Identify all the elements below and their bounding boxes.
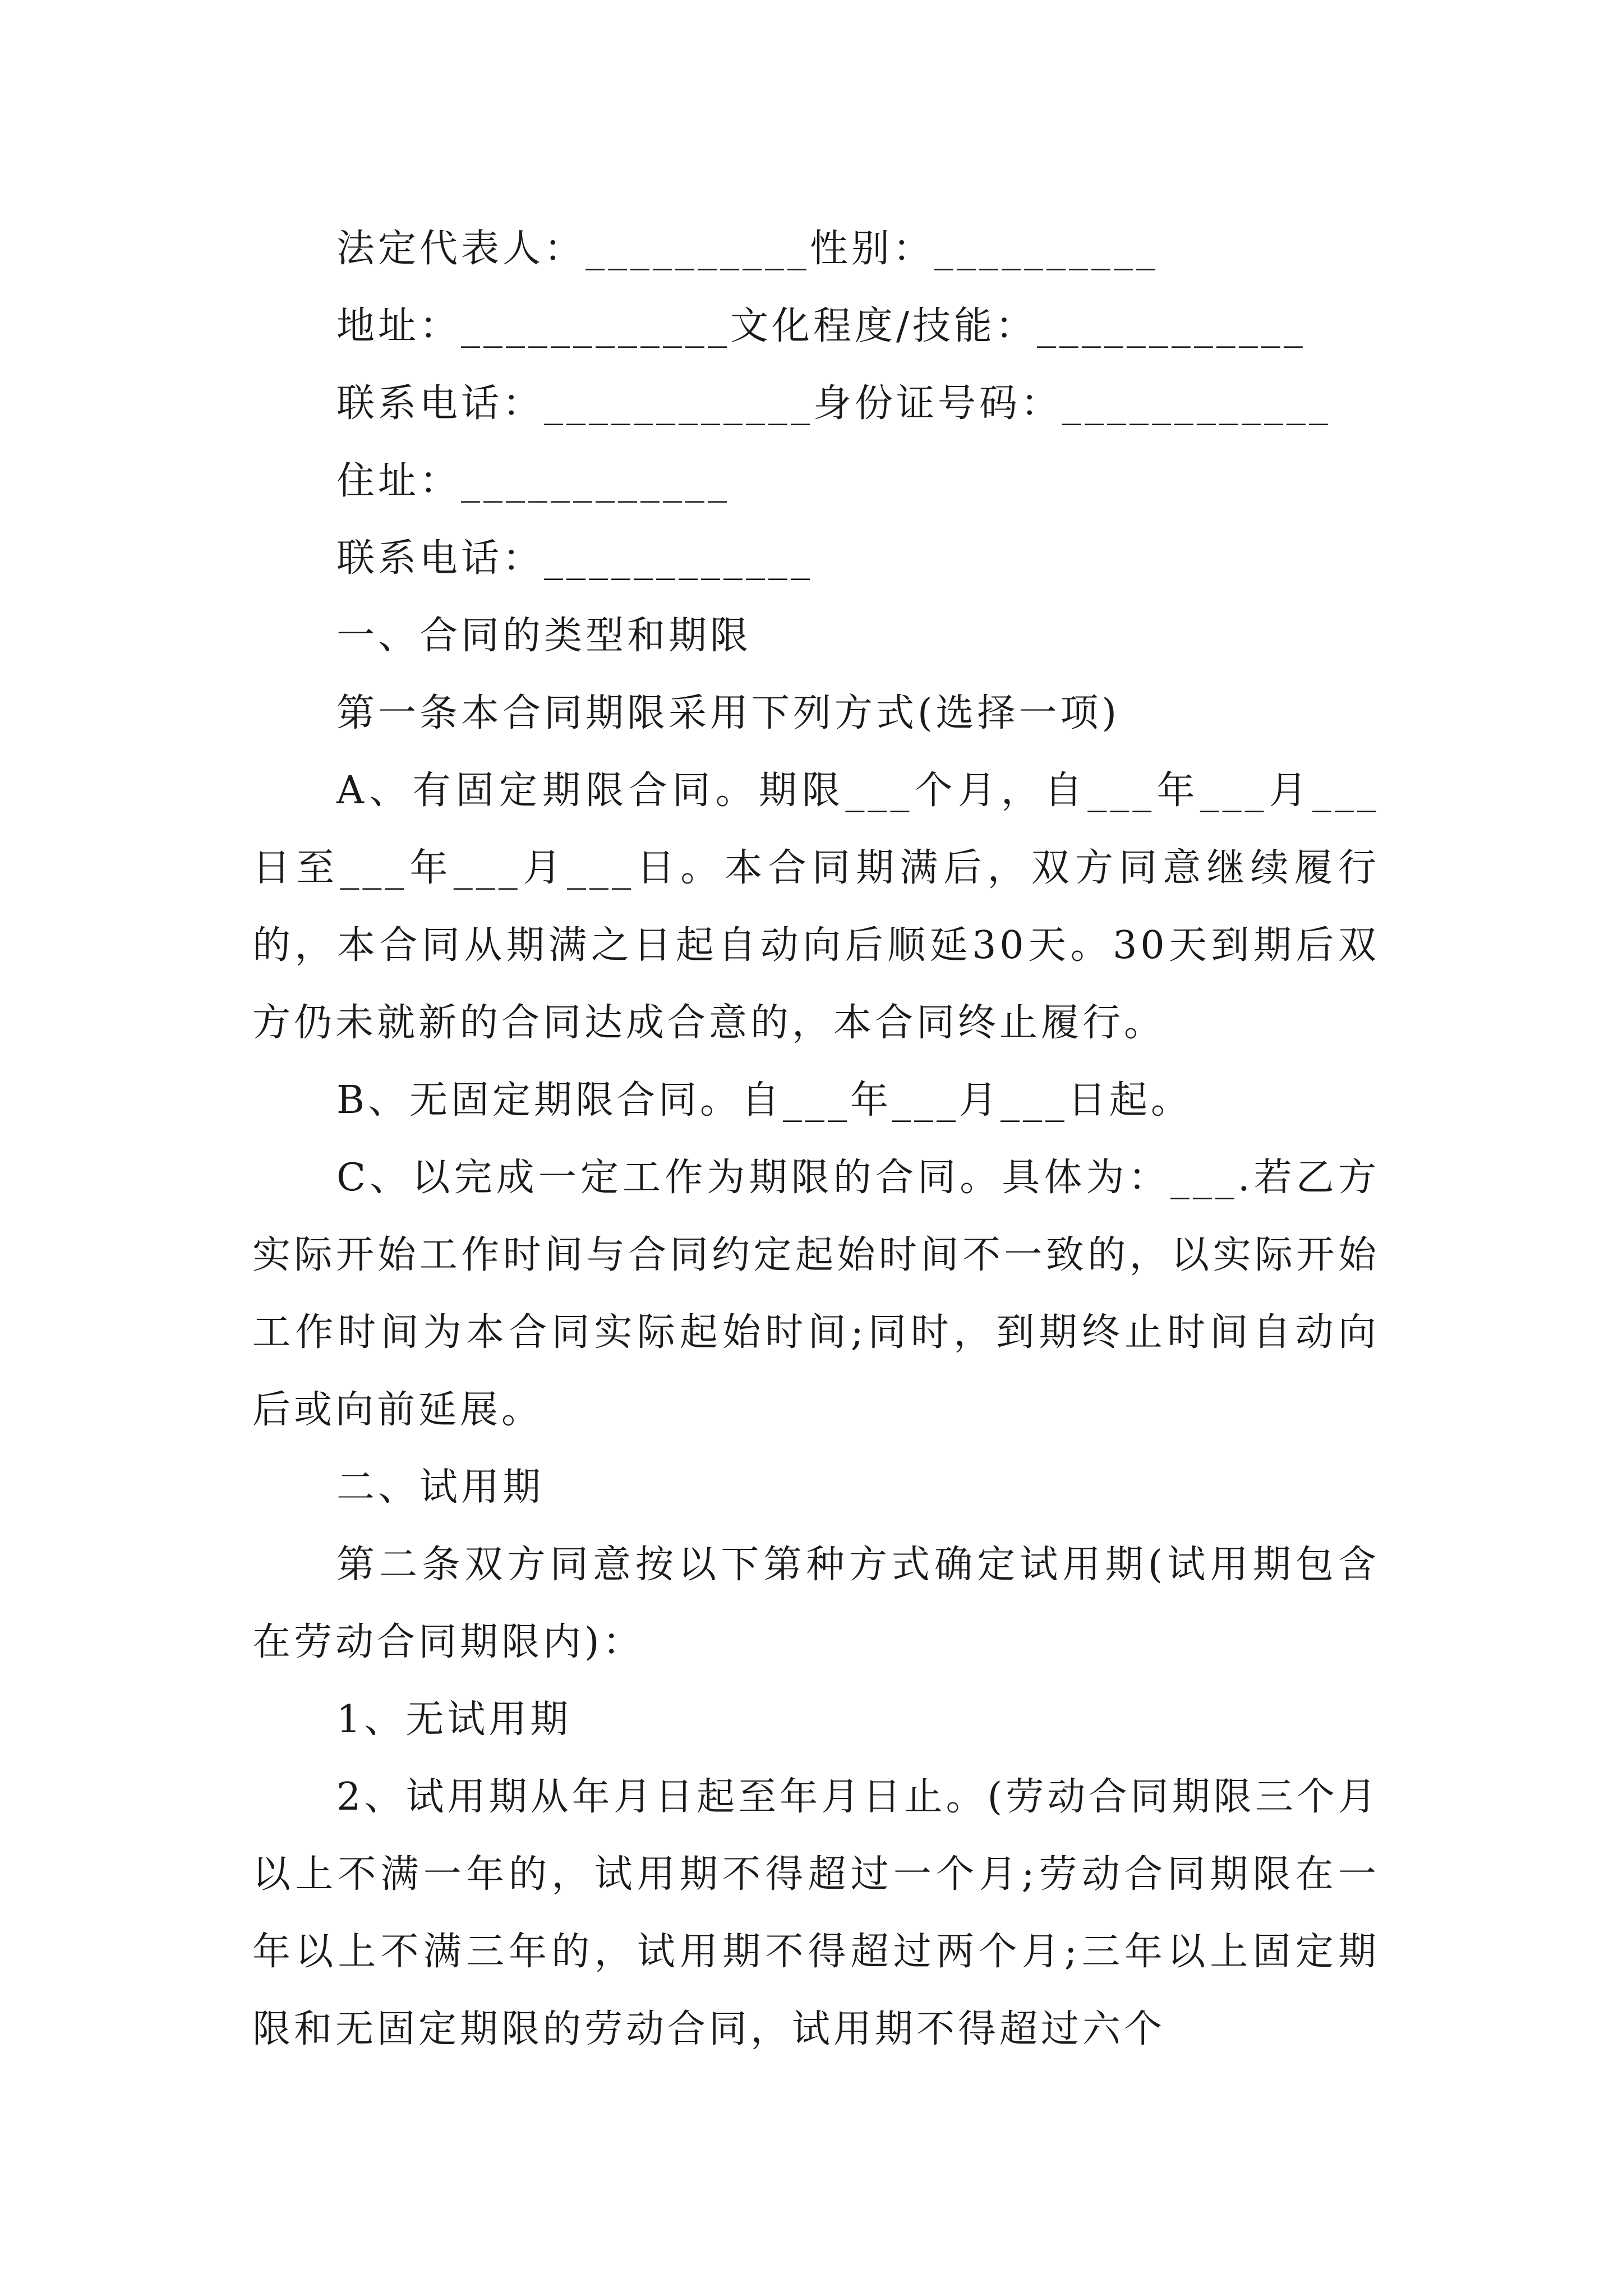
contact-phone-line: 联系电话：____________	[336, 536, 814, 581]
trial-option-1: 1、无试用期	[336, 1697, 572, 1742]
option-a-paragraph: A、有固定期限合同。期限___个月，自___年___月___日至___年___月___日。本合同期满后，双方同意继续履行的，本合同从期满之日起自动向后顺延30天。30天到期后双方仍未就新的合同达成合意的，本合同终止履行。	[252, 769, 1380, 1045]
option-b-paragraph: B、无固定期限合同。自___年___月___日起。	[336, 1078, 1192, 1122]
legal-representative-line: 法定代表人：__________性别：__________	[336, 227, 1159, 271]
section-heading-1: 一、合同的类型和期限	[336, 614, 752, 658]
phone-id-line: 联系电话：____________身份证号码：____________	[336, 381, 1332, 426]
section-heading-2: 二、试用期	[336, 1465, 545, 1510]
option-c-paragraph: C、以完成一定工作为期限的合同。具体为：___.若乙方实际开始工作时间与合同约定起始时间不一致的，以实际开始工作时间为本合同实际起始时间;同时，到期终止时间自动向后或向前延展。	[252, 1156, 1380, 1432]
document-body	[252, 210, 1380, 2068]
article-2-paragraph: 第二条双方同意按以下第种方式确定试用期(试用期包含在劳动合同期限内)：	[252, 1543, 1380, 1664]
trial-option-2-paragraph: 2、试用期从年月日起至年月日止。(劳动合同期限三个月以上不满一年的，试用期不得超过一个月;劳动合同期限在一年以上不满三年的，试用期不得超过两个月;三年以上固定期限和无固定期限的劳动合同，试用期不得超过六个	[252, 1775, 1380, 2051]
residence-line: 住址：____________	[336, 459, 731, 503]
article-1: 第一条本合同期限采用下列方式(选择一项)	[336, 691, 1121, 735]
address-line: 地址：____________文化程度/技能：____________	[336, 304, 1306, 348]
